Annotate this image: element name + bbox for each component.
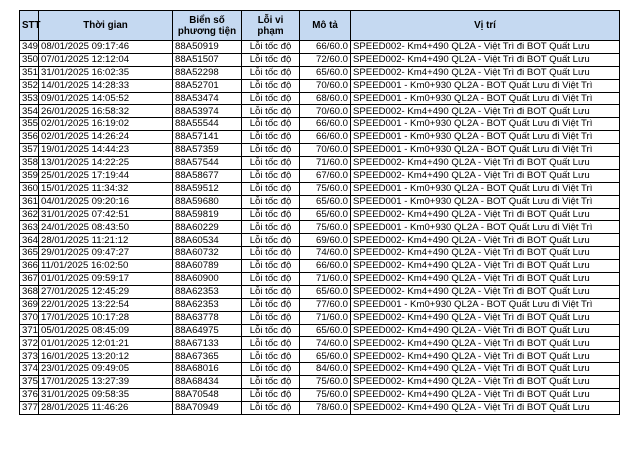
table-row <box>20 337 620 350</box>
table-row <box>20 79 620 92</box>
cell-plate: 88A53474 <box>173 92 242 105</box>
cell-time: 17/01/2025 10:17:28 <box>39 311 173 324</box>
cell-stt: 358 <box>20 157 39 170</box>
cell-plate: 88A68016 <box>173 363 242 376</box>
cell-location: SPEED001 - Km0+930 QL2A - BOT Quất Lưu đi Việt Trì <box>351 182 620 195</box>
cell-stt: 365 <box>20 247 39 260</box>
header-plate: Biển số phương tiện <box>173 11 242 41</box>
header-violation: Lỗi vi phạm <box>242 11 300 41</box>
table-row <box>20 260 620 273</box>
cell-time: 01/01/2025 09:59:17 <box>39 273 173 286</box>
violations-table <box>19 10 620 415</box>
table-row <box>20 298 620 311</box>
cell-location: SPEED001 - Km0+930 QL2A - BOT Quất Lưu đi Việt Trì <box>351 118 620 131</box>
cell-description: 65/60.0 <box>300 285 351 298</box>
header-description: Mô tả <box>300 11 351 41</box>
cell-description: 65/60.0 <box>300 66 351 79</box>
cell-description: 78/60.0 <box>300 401 351 414</box>
cell-time: 31/01/2025 07:42:51 <box>39 208 173 221</box>
cell-stt: 367 <box>20 273 39 286</box>
cell-violation: Lỗi tốc độ <box>242 79 300 92</box>
cell-location: SPEED002- Km4+490 QL2A - Việt Trì đi BOT Quất Lưu <box>351 247 620 260</box>
table-row <box>20 221 620 234</box>
cell-plate: 88A57141 <box>173 131 242 144</box>
cell-location: SPEED002- Km4+490 QL2A - Việt Trì đi BOT Quất Lưu <box>351 350 620 363</box>
cell-description: 84/60.0 <box>300 363 351 376</box>
cell-plate: 88A60229 <box>173 221 242 234</box>
cell-location: SPEED001 - Km0+930 QL2A - BOT Quất Lưu đi Việt Trì <box>351 92 620 105</box>
cell-stt: 363 <box>20 221 39 234</box>
cell-stt: 362 <box>20 208 39 221</box>
cell-stt: 372 <box>20 337 39 350</box>
cell-plate: 88A52701 <box>173 79 242 92</box>
cell-description: 75/60.0 <box>300 182 351 195</box>
cell-plate: 88A58677 <box>173 169 242 182</box>
cell-description: 75/60.0 <box>300 389 351 402</box>
cell-time: 14/01/2025 14:28:33 <box>39 79 173 92</box>
cell-violation: Lỗi tốc độ <box>242 169 300 182</box>
table-row <box>20 66 620 79</box>
cell-stt: 370 <box>20 311 39 324</box>
cell-plate: 88A70949 <box>173 401 242 414</box>
cell-plate: 88A59680 <box>173 195 242 208</box>
cell-description: 74/60.0 <box>300 337 351 350</box>
cell-description: 77/60.0 <box>300 298 351 311</box>
cell-violation: Lỗi tốc độ <box>242 337 300 350</box>
cell-location: SPEED001 - Km0+930 QL2A - BOT Quất Lưu đi Việt Trì <box>351 144 620 157</box>
cell-stt: 359 <box>20 169 39 182</box>
cell-stt: 374 <box>20 363 39 376</box>
cell-description: 65/60.0 <box>300 324 351 337</box>
cell-stt: 369 <box>20 298 39 311</box>
table-row <box>20 118 620 131</box>
cell-violation: Lỗi tốc độ <box>242 221 300 234</box>
cell-plate: 88A70548 <box>173 389 242 402</box>
cell-stt: 351 <box>20 66 39 79</box>
cell-violation: Lỗi tốc độ <box>242 247 300 260</box>
table-row <box>20 182 620 195</box>
cell-violation: Lỗi tốc độ <box>242 144 300 157</box>
table-row <box>20 234 620 247</box>
cell-time: 15/01/2025 11:34:32 <box>39 182 173 195</box>
cell-plate: 88A57359 <box>173 144 242 157</box>
cell-location: SPEED002- Km4+490 QL2A - Việt Trì đi BOT Quất Lưu <box>351 324 620 337</box>
cell-location: SPEED002- Km4+490 QL2A - Việt Trì đi BOT Quất Lưu <box>351 285 620 298</box>
cell-plate: 88A62353 <box>173 285 242 298</box>
cell-violation: Lỗi tốc độ <box>242 376 300 389</box>
cell-stt: 354 <box>20 105 39 118</box>
cell-description: 72/60.0 <box>300 53 351 66</box>
cell-violation: Lỗi tốc độ <box>242 131 300 144</box>
cell-violation: Lỗi tốc độ <box>242 53 300 66</box>
cell-time: 24/01/2025 08:43:50 <box>39 221 173 234</box>
cell-plate: 88A60900 <box>173 273 242 286</box>
cell-time: 08/01/2025 09:17:46 <box>39 41 173 54</box>
cell-time: 26/01/2025 16:58:32 <box>39 105 173 118</box>
header-time: Thời gian <box>39 11 173 41</box>
cell-violation: Lỗi tốc độ <box>242 401 300 414</box>
cell-time: 22/01/2025 13:22:54 <box>39 298 173 311</box>
cell-description: 71/60.0 <box>300 157 351 170</box>
cell-plate: 88A60789 <box>173 260 242 273</box>
table-row <box>20 273 620 286</box>
cell-plate: 88A57544 <box>173 157 242 170</box>
table-row <box>20 53 620 66</box>
table-row <box>20 41 620 54</box>
cell-stt: 356 <box>20 131 39 144</box>
cell-plate: 88A60534 <box>173 234 242 247</box>
table-row <box>20 376 620 389</box>
cell-location: SPEED002- Km4+490 QL2A - Việt Trì đi BOT Quất Lưu <box>351 208 620 221</box>
table-row <box>20 157 620 170</box>
cell-time: 25/01/2025 17:19:44 <box>39 169 173 182</box>
cell-violation: Lỗi tốc độ <box>242 389 300 402</box>
cell-plate: 88A67133 <box>173 337 242 350</box>
cell-violation: Lỗi tốc độ <box>242 182 300 195</box>
cell-time: 31/01/2025 16:02:35 <box>39 66 173 79</box>
cell-plate: 88A59512 <box>173 182 242 195</box>
cell-violation: Lỗi tốc độ <box>242 324 300 337</box>
cell-plate: 88A68434 <box>173 376 242 389</box>
cell-description: 75/60.0 <box>300 376 351 389</box>
cell-description: 66/60.0 <box>300 41 351 54</box>
cell-violation: Lỗi tốc độ <box>242 273 300 286</box>
table-row <box>20 285 620 298</box>
cell-violation: Lỗi tốc độ <box>242 208 300 221</box>
cell-violation: Lỗi tốc độ <box>242 92 300 105</box>
cell-description: 69/60.0 <box>300 234 351 247</box>
cell-location: SPEED002- Km4+490 QL2A - Việt Trì đi BOT Quất Lưu <box>351 260 620 273</box>
cell-description: 71/60.0 <box>300 311 351 324</box>
cell-stt: 371 <box>20 324 39 337</box>
cell-description: 65/60.0 <box>300 208 351 221</box>
cell-location: SPEED002- Km4+490 QL2A - Việt Trì đi BOT Quất Lưu <box>351 376 620 389</box>
cell-stt: 375 <box>20 376 39 389</box>
cell-location: SPEED001 - Km0+930 QL2A - BOT Quất Lưu đi Việt Trì <box>351 221 620 234</box>
cell-time: 17/01/2025 13:27:39 <box>39 376 173 389</box>
table-row <box>20 324 620 337</box>
cell-stt: 355 <box>20 118 39 131</box>
cell-stt: 373 <box>20 350 39 363</box>
cell-violation: Lỗi tốc độ <box>242 41 300 54</box>
cell-stt: 377 <box>20 401 39 414</box>
table-row <box>20 131 620 144</box>
cell-location: SPEED001 - Km0+930 QL2A - BOT Quất Lưu đi Việt Trì <box>351 195 620 208</box>
cell-time: 23/01/2025 09:49:05 <box>39 363 173 376</box>
cell-violation: Lỗi tốc độ <box>242 363 300 376</box>
cell-stt: 361 <box>20 195 39 208</box>
table-row <box>20 195 620 208</box>
cell-plate: 88A53974 <box>173 105 242 118</box>
table-row <box>20 169 620 182</box>
cell-location: SPEED002- Km4+490 QL2A - Việt Trì đi BOT Quất Lưu <box>351 105 620 118</box>
cell-time: 09/01/2025 14:05:52 <box>39 92 173 105</box>
cell-description: 67/60.0 <box>300 169 351 182</box>
cell-stt: 357 <box>20 144 39 157</box>
cell-plate: 88A55544 <box>173 118 242 131</box>
cell-location: SPEED001 - Km0+930 QL2A - BOT Quất Lưu đi Việt Trì <box>351 131 620 144</box>
table-row <box>20 401 620 414</box>
header-row <box>20 11 620 41</box>
cell-description: 71/60.0 <box>300 273 351 286</box>
cell-stt: 350 <box>20 53 39 66</box>
cell-time: 05/01/2025 08:45:09 <box>39 324 173 337</box>
cell-plate: 88A52298 <box>173 66 242 79</box>
cell-plate: 88A67365 <box>173 350 242 363</box>
table-row <box>20 389 620 402</box>
cell-time: 11/01/2025 16:02:50 <box>39 260 173 273</box>
cell-time: 02/01/2025 16:19:02 <box>39 118 173 131</box>
cell-description: 65/60.0 <box>300 350 351 363</box>
cell-location: SPEED002- Km4+490 QL2A - Việt Trì đi BOT Quất Lưu <box>351 389 620 402</box>
cell-description: 70/60.0 <box>300 144 351 157</box>
cell-violation: Lỗi tốc độ <box>242 105 300 118</box>
cell-stt: 368 <box>20 285 39 298</box>
cell-stt: 364 <box>20 234 39 247</box>
cell-violation: Lỗi tốc độ <box>242 157 300 170</box>
cell-stt: 366 <box>20 260 39 273</box>
cell-time: 27/01/2025 12:45:29 <box>39 285 173 298</box>
cell-plate: 88A59819 <box>173 208 242 221</box>
cell-time: 02/01/2025 14:26:24 <box>39 131 173 144</box>
cell-location: SPEED001 - Km0+930 QL2A - BOT Quất Lưu đi Việt Trì <box>351 298 620 311</box>
cell-plate: 88A64975 <box>173 324 242 337</box>
cell-description: 68/60.0 <box>300 92 351 105</box>
cell-location: SPEED002- Km4+490 QL2A - Việt Trì đi BOT Quất Lưu <box>351 337 620 350</box>
cell-time: 13/01/2025 14:22:25 <box>39 157 173 170</box>
cell-violation: Lỗi tốc độ <box>242 285 300 298</box>
table-row <box>20 208 620 221</box>
cell-violation: Lỗi tốc độ <box>242 298 300 311</box>
cell-plate: 88A60732 <box>173 247 242 260</box>
cell-plate: 88A62353 <box>173 298 242 311</box>
cell-violation: Lỗi tốc độ <box>242 66 300 79</box>
cell-violation: Lỗi tốc độ <box>242 311 300 324</box>
table-row <box>20 92 620 105</box>
table-row <box>20 350 620 363</box>
cell-description: 66/60.0 <box>300 260 351 273</box>
cell-time: 01/01/2025 12:01:21 <box>39 337 173 350</box>
cell-location: SPEED002- Km4+490 QL2A - Việt Trì đi BOT Quất Lưu <box>351 41 620 54</box>
cell-description: 65/60.0 <box>300 195 351 208</box>
cell-stt: 360 <box>20 182 39 195</box>
cell-time: 07/01/2025 12:12:04 <box>39 53 173 66</box>
cell-location: SPEED002- Km4+490 QL2A - Việt Trì đi BOT Quất Lưu <box>351 363 620 376</box>
cell-stt: 376 <box>20 389 39 402</box>
cell-time: 31/01/2025 09:58:35 <box>39 389 173 402</box>
cell-location: SPEED002- Km4+490 QL2A - Việt Trì đi BOT Quất Lưu <box>351 157 620 170</box>
cell-location: SPEED001 - Km0+930 QL2A - BOT Quất Lưu đi Việt Trì <box>351 79 620 92</box>
cell-time: 16/01/2025 13:20:12 <box>39 350 173 363</box>
cell-location: SPEED002- Km4+490 QL2A - Việt Trì đi BOT Quất Lưu <box>351 53 620 66</box>
cell-violation: Lỗi tốc độ <box>242 260 300 273</box>
cell-description: 66/60.0 <box>300 131 351 144</box>
cell-stt: 349 <box>20 41 39 54</box>
table-header <box>20 11 620 41</box>
cell-plate: 88A50919 <box>173 41 242 54</box>
table-row <box>20 247 620 260</box>
cell-time: 04/01/2025 09:20:16 <box>39 195 173 208</box>
cell-violation: Lỗi tốc độ <box>242 350 300 363</box>
cell-description: 70/60.0 <box>300 79 351 92</box>
cell-violation: Lỗi tốc độ <box>242 195 300 208</box>
cell-location: SPEED002- Km4+490 QL2A - Việt Trì đi BOT Quất Lưu <box>351 273 620 286</box>
table-row <box>20 105 620 118</box>
table-row <box>20 144 620 157</box>
table-row <box>20 311 620 324</box>
cell-location: SPEED002- Km4+490 QL2A - Việt Trì đi BOT Quất Lưu <box>351 234 620 247</box>
cell-stt: 353 <box>20 92 39 105</box>
cell-time: 28/01/2025 11:46:26 <box>39 401 173 414</box>
cell-time: 29/01/2025 09:47:27 <box>39 247 173 260</box>
cell-description: 70/60.0 <box>300 105 351 118</box>
cell-location: SPEED002- Km4+490 QL2A - Việt Trì đi BOT Quất Lưu <box>351 311 620 324</box>
cell-location: SPEED002- Km4+490 QL2A - Việt Trì đi BOT Quất Lưu <box>351 169 620 182</box>
cell-description: 75/60.0 <box>300 221 351 234</box>
header-location: Vị trí <box>351 11 620 41</box>
cell-location: SPEED002- Km4+490 QL2A - Việt Trì đi BOT Quất Lưu <box>351 66 620 79</box>
cell-stt: 352 <box>20 79 39 92</box>
cell-plate: 88A51507 <box>173 53 242 66</box>
cell-violation: Lỗi tốc độ <box>242 118 300 131</box>
table-body <box>20 41 620 415</box>
cell-plate: 88A63778 <box>173 311 242 324</box>
cell-description: 74/60.0 <box>300 247 351 260</box>
cell-time: 28/01/2025 11:21:12 <box>39 234 173 247</box>
cell-description: 66/60.0 <box>300 118 351 131</box>
cell-time: 19/01/2025 14:44:23 <box>39 144 173 157</box>
cell-violation: Lỗi tốc độ <box>242 234 300 247</box>
table-row <box>20 363 620 376</box>
header-stt: STT <box>20 11 39 41</box>
cell-location: SPEED002- Km4+490 QL2A - Việt Trì đi BOT Quất Lưu <box>351 401 620 414</box>
